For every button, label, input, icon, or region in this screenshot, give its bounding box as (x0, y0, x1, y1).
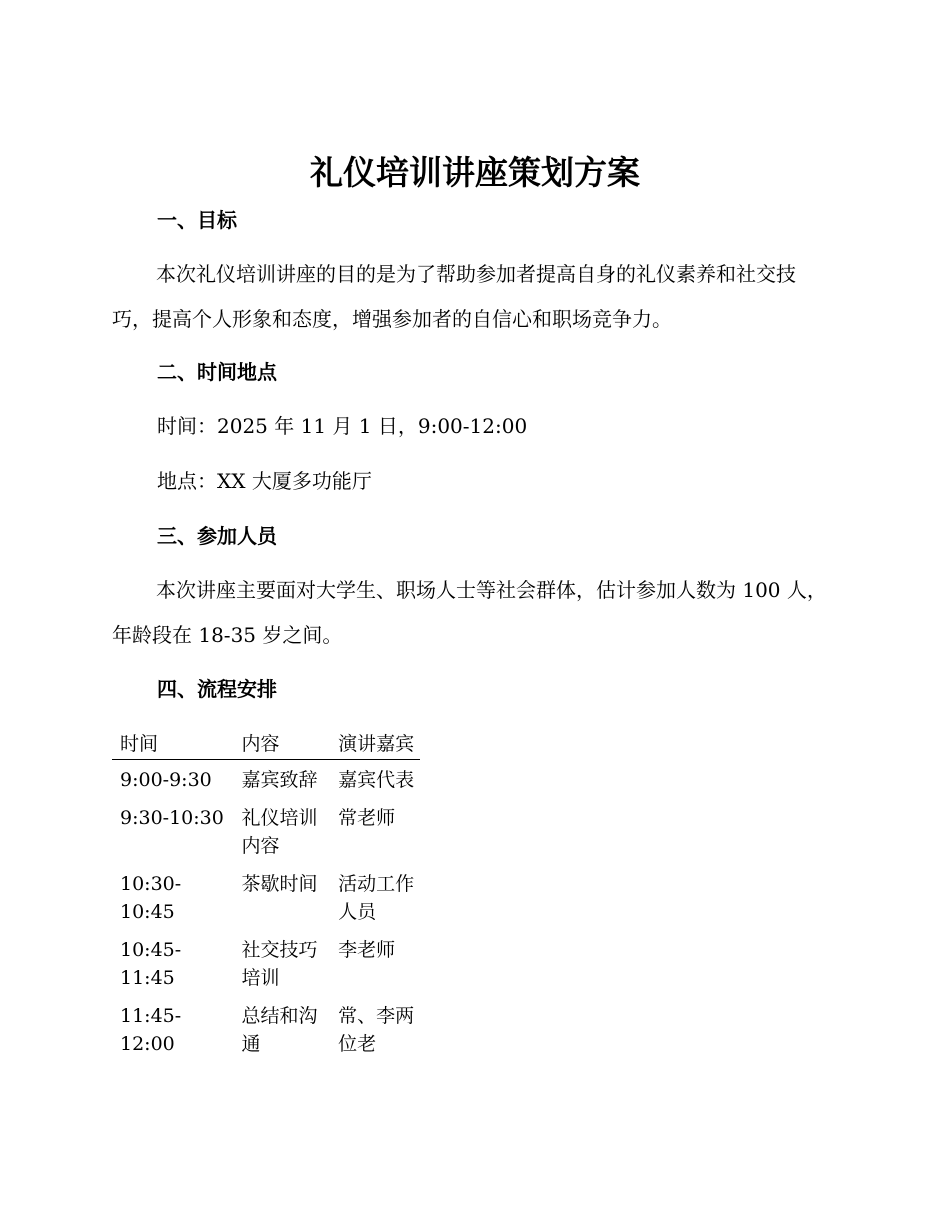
table-row (112, 798, 420, 864)
event-time: 时间：2025 年 11 月 1 日，9:00-12:00 (157, 414, 528, 438)
column-header-speaker: 演讲嘉宾 (330, 730, 420, 760)
column-header-content: 内容 (233, 730, 330, 760)
section-heading-time-place: 二、时间地点 (157, 360, 277, 384)
section-heading-participants: 三、参加人员 (157, 524, 277, 548)
column-header-time: 时间 (112, 730, 233, 760)
cell-time: 11:45-12:00 (120, 1005, 182, 1055)
schedule-table (112, 730, 420, 1062)
cell-content: 社交技巧培训 (241, 939, 318, 989)
schedule-header-row (112, 730, 420, 760)
cell-speaker: 常老师 (338, 807, 396, 829)
table-row (112, 996, 420, 1062)
section-heading-goal: 一、目标 (157, 208, 237, 232)
cell-speaker: 常、李两位老 (338, 1005, 415, 1055)
cell-time: 9:30-10:30 (120, 807, 224, 829)
cell-time: 10:45-11:45 (120, 939, 182, 989)
cell-speaker: 活动工作人员 (338, 873, 415, 923)
cell-speaker: 李老师 (338, 939, 396, 961)
cell-content: 茶歇时间 (241, 873, 318, 895)
table-row (112, 864, 420, 930)
cell-time: 10:30-10:45 (120, 873, 182, 923)
cell-content: 总结和沟通 (241, 1005, 318, 1055)
table-row (112, 930, 420, 996)
cell-speaker: 嘉宾代表 (338, 769, 415, 791)
cell-content: 礼仪培训内容 (241, 807, 318, 857)
event-place: 地点：XX 大厦多功能厅 (157, 469, 372, 493)
table-row (112, 760, 420, 799)
cell-time: 9:00-9:30 (120, 769, 212, 791)
participants-paragraph: 本次讲座主要面对大学生、职场人士等社会群体，估计参加人数为 100 人，年龄段在 18-35 岁之间。 (112, 578, 827, 647)
document-title: 礼仪培训讲座策划方案 (310, 153, 640, 192)
cell-content: 嘉宾致辞 (241, 769, 318, 791)
goal-paragraph: 本次礼仪培训讲座的目的是为了帮助参加者提高自身的礼仪素养和社交技巧，提高个人形象和态度，增强参加者的自信心和职场竞争力。 (112, 262, 796, 331)
section-heading-schedule: 四、流程安排 (157, 677, 277, 701)
